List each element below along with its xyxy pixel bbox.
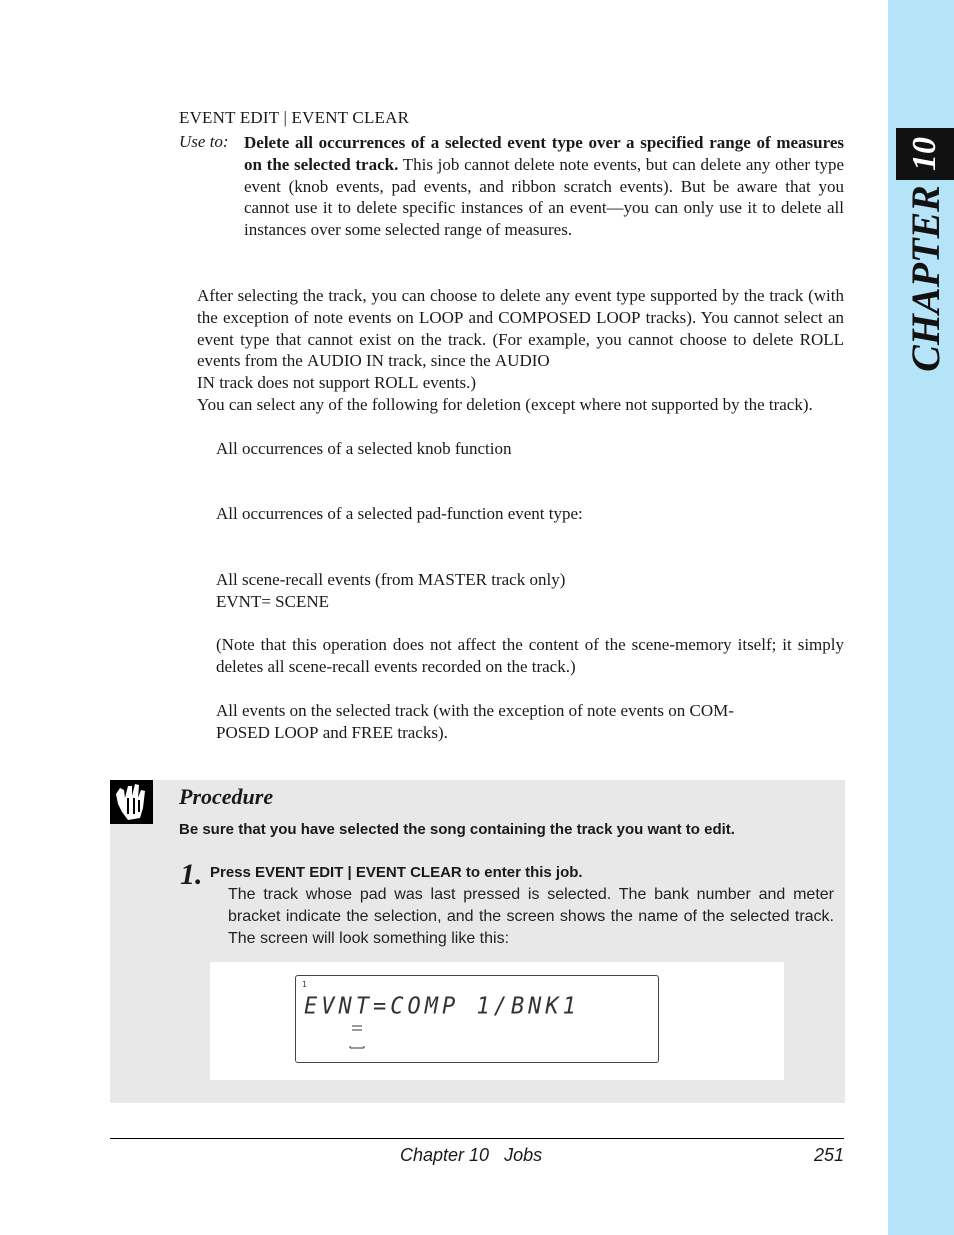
track-name-loop: LOOP bbox=[418, 307, 464, 327]
text-run: and bbox=[463, 307, 499, 327]
chapter-number: 10 bbox=[906, 137, 943, 171]
use-to-label: Use to: bbox=[179, 132, 229, 151]
event-name-roll: ROLL bbox=[374, 373, 419, 393]
text-run: events.) bbox=[418, 373, 477, 393]
chapter-word: CHAPTER bbox=[902, 184, 948, 372]
lcd-screen bbox=[295, 975, 659, 1063]
chapter-tab bbox=[896, 128, 954, 378]
procedure-note: Be sure that you have selected the song containing the track you want to edit. bbox=[179, 821, 735, 838]
list-item-knob: All occurrences of a selected knob function bbox=[216, 439, 512, 458]
use-to-description bbox=[244, 132, 844, 241]
text-run: tracks). bbox=[393, 722, 448, 742]
paragraph-deletion-options: You can select any of the following for deletion (except where not supported by the track). bbox=[197, 395, 813, 414]
use-to-bold-text: Delete all occurrences of a selected event type over a specified range of measures on the selected track. bbox=[244, 133, 844, 174]
footer-chapter: Chapter 10 Jobs bbox=[400, 1145, 543, 1165]
page-number: 251 bbox=[813, 1145, 844, 1165]
track-name-composed-loop: COMPOSED LOOP bbox=[498, 307, 641, 327]
text-run: After selecting the track, you can choose to delete any event type supported by the track (with the exception of note events on bbox=[197, 286, 844, 327]
track-name-audio: AUDIO bbox=[494, 351, 550, 371]
procedure-title: Procedure bbox=[179, 784, 274, 809]
text-run: All events on the selected track (with the exception of note events on bbox=[216, 701, 690, 720]
list-item-all-events bbox=[216, 700, 844, 744]
track-name-master: MASTER bbox=[418, 570, 487, 589]
text-run: and bbox=[318, 722, 352, 742]
step-number: 1. bbox=[180, 858, 203, 891]
track-name-free: FREE bbox=[351, 722, 394, 742]
text-run: All scene-recall events (from bbox=[216, 570, 419, 589]
step-title: Press EVENT EDIT | EVENT CLEAR to enter this job. bbox=[210, 864, 583, 881]
paragraph-track-selection bbox=[197, 285, 844, 394]
text-run: track, since the bbox=[383, 351, 495, 371]
footer-rule bbox=[110, 1138, 844, 1139]
scene-display-example: EVNT= SCENE bbox=[216, 592, 329, 611]
chapter-number-box bbox=[896, 128, 954, 180]
track-name-com: COM- bbox=[689, 701, 734, 720]
procedure-hand-icon bbox=[110, 780, 153, 824]
list-item-pad: All occurrences of a selected pad-function event type: bbox=[216, 504, 583, 523]
text-run: track only) bbox=[487, 570, 566, 589]
lcd-text: EVNT=COMP 1/BNK1 bbox=[304, 993, 580, 1020]
lcd-cursor-icon bbox=[348, 1022, 366, 1050]
section-heading: EVENT EDIT | EVENT CLEAR bbox=[179, 108, 410, 127]
scene-memory-note: (Note that this operation does not affect the content of the scene-memory itself; it simply deletes all scene-recall events recorded on the track.) bbox=[216, 635, 844, 676]
event-name-roll: ROLL bbox=[799, 329, 844, 349]
track-name-audio-in: AUDIO IN bbox=[307, 351, 384, 371]
track-name-posed-loop: POSED LOOP bbox=[216, 722, 319, 742]
text-run: track does not support bbox=[214, 373, 375, 393]
chapter-word-box bbox=[898, 184, 952, 372]
lcd-indicator: 1 bbox=[302, 980, 307, 989]
text-run: events from the bbox=[197, 351, 307, 371]
step-description: The track whose pad was last pressed is selected. The bank number and meter bracket indicate the selection, and the screen shows the name of the selected track. The screen will look something like this: bbox=[228, 886, 834, 947]
list-item-scene bbox=[216, 569, 844, 591]
use-to-rest-text: This job cannot delete note events, but can delete any other type event (knob events, pad events, and ribbon scratch events). But be aware that you cannot use it to delete specific instances of an event—you can only use it to delete all instances over some selected range of measures. bbox=[244, 154, 844, 240]
text-run: tracks). You cannot select an event type that cannot exist on the track. (For example, you cannot choose to delete bbox=[197, 307, 844, 349]
track-name-in: IN bbox=[197, 373, 215, 393]
